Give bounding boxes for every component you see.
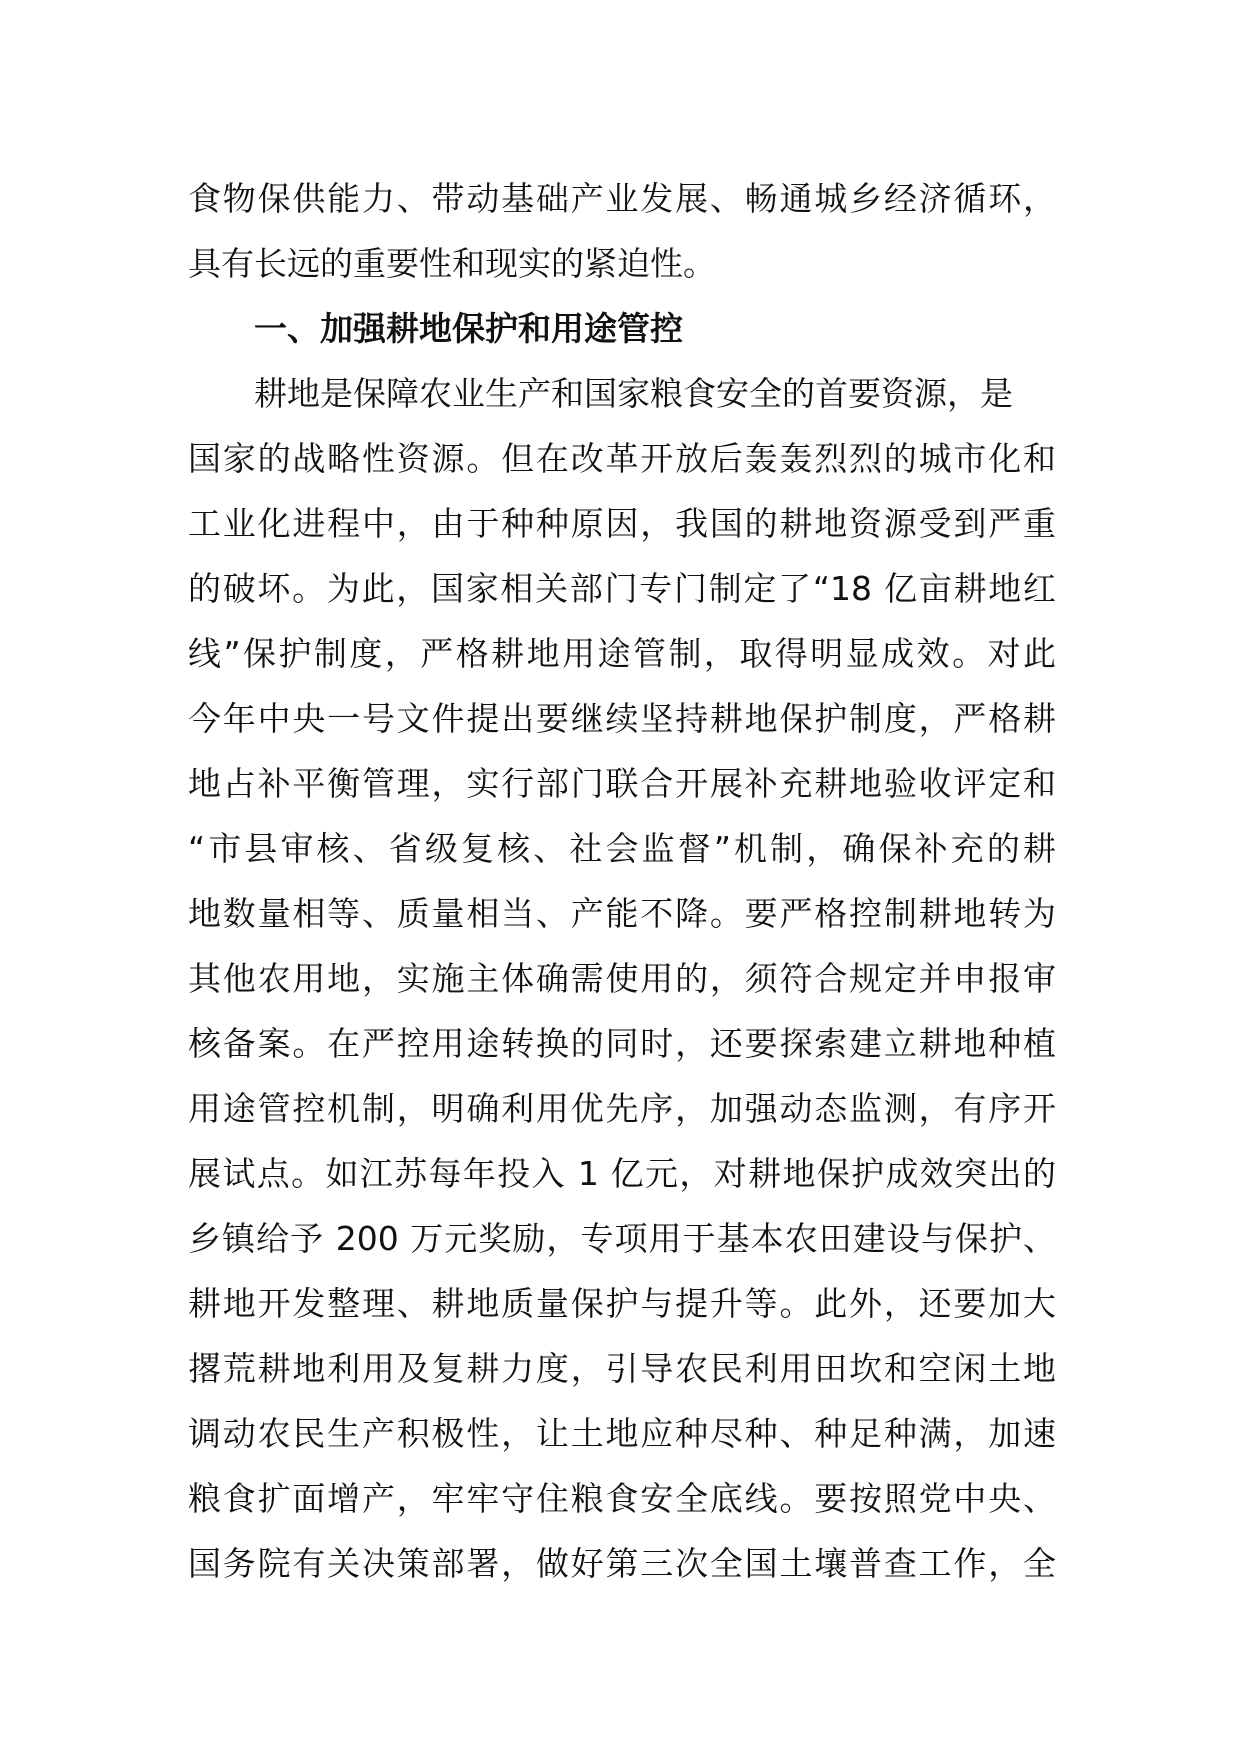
paragraph-line: 用途管控机制，明确利用优先序，加强动态监测，有序开 [188, 1089, 1056, 1128]
paragraph-line: 粮食扩面增产，牢牢守住粮食安全底线。要按照党中央、 [188, 1479, 1056, 1518]
paragraph-line: 具有长远的重要性和现实的紧迫性。 [188, 244, 716, 283]
paragraph-line: 乡镇给予 200 万元奖励，专项用于基本农田建设与保护、 [188, 1219, 1056, 1258]
paragraph-line: 国家的战略性资源。但在改革开放后轰轰烈烈的城市化和 [188, 439, 1056, 478]
paragraph-line: 其他农用地，实施主体确需使用的，须符合规定并申报审 [188, 959, 1056, 998]
paragraph-line: 核备案。在严控用途转换的同时，还要探索建立耕地种植 [188, 1024, 1056, 1063]
paragraph-line: 撂荒耕地利用及复耕力度，引导农民利用田坎和空闲土地 [188, 1349, 1056, 1388]
document-body [188, 166, 1056, 1596]
paragraph-line: 地数量相等、质量相当、产能不降。要严格控制耕地转为 [188, 894, 1056, 933]
paragraph-line: 地占补平衡管理，实行部门联合开展补充耕地验收评定和 [188, 764, 1056, 803]
paragraph-line: 耕地开发整理、耕地质量保护与提升等。此外，还要加大 [188, 1284, 1056, 1323]
paragraph-line: 调动农民生产积极性，让土地应种尽种、种足种满，加速 [188, 1414, 1056, 1453]
paragraph-line: 国务院有关决策部署，做好第三次全国土壤普查工作，全 [188, 1544, 1056, 1583]
paragraph-line: 食物保供能力、带动基础产业发展、畅通城乡经济循环， [188, 179, 1056, 218]
paragraph-line: 的破坏。为此，国家相关部门专门制定了“18 亿亩耕地红 [188, 569, 1056, 608]
paragraph-line: “市县审核、省级复核、社会监督”机制，确保补充的耕 [188, 829, 1056, 868]
paragraph-line: 工业化进程中，由于种种原因，我国的耕地资源受到严重 [188, 504, 1056, 543]
paragraph-line: 线”保护制度，严格耕地用途管制，取得明显成效。对此 [188, 634, 1056, 673]
section-heading: 一、加强耕地保护和用途管控 [254, 309, 683, 348]
paragraph-line: 耕地是保障农业生产和国家粮食安全的首要资源，是 [254, 374, 1013, 413]
paragraph-line: 展试点。如江苏每年投入 1 亿元，对耕地保护成效突出的 [188, 1154, 1056, 1193]
paragraph-line: 今年中央一号文件提出要继续坚持耕地保护制度，严格耕 [188, 699, 1056, 738]
